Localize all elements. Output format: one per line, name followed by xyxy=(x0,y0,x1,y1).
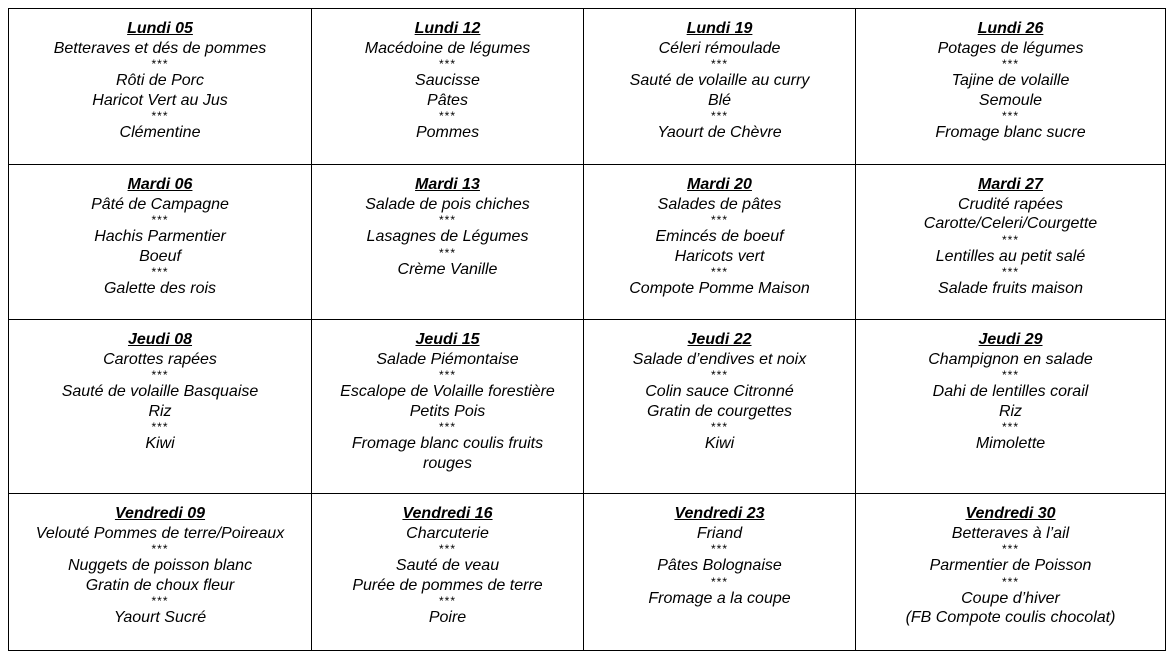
day-title: Mardi 27 xyxy=(978,176,1043,193)
day-title: Jeudi 29 xyxy=(978,331,1043,348)
day-cell xyxy=(856,494,1166,651)
dish-line: Sauté de volaille au curry xyxy=(629,72,810,90)
course-separator: *** xyxy=(151,368,169,383)
dish-line: Riz xyxy=(148,402,172,420)
day-cell xyxy=(9,320,312,494)
menu-row xyxy=(9,494,1166,651)
menu-table-body xyxy=(9,9,1166,651)
dish-line: Pâté de Campagne xyxy=(91,195,229,213)
day-title: Vendredi 09 xyxy=(114,505,206,522)
menu-row xyxy=(9,320,1166,494)
day-title: Mardi 06 xyxy=(127,176,193,193)
course-separator: *** xyxy=(1001,109,1019,124)
dish-line: Fromage blanc coulis fruits xyxy=(351,435,544,453)
dish-line: Betteraves et dés de pommes xyxy=(53,39,267,57)
dish-line: Salades de pâtes xyxy=(657,195,782,213)
course-separator: *** xyxy=(151,213,169,228)
dish-line: Tajine de volaille xyxy=(951,72,1070,90)
dish-line: Salade d’endives et noix xyxy=(632,350,807,368)
dish-line: Saucisse xyxy=(415,72,480,90)
day-title: Jeudi 22 xyxy=(687,331,752,348)
dish-line: Clémentine xyxy=(119,124,201,142)
day-title: Vendredi 16 xyxy=(402,505,493,522)
dish-line: Boeuf xyxy=(139,247,181,265)
dish-line: Crudité rapées xyxy=(958,195,1063,213)
dish-line: Blé xyxy=(707,91,732,109)
day-cell xyxy=(312,320,584,494)
menu-row xyxy=(9,165,1166,320)
dish-line: Yaourt de Chèvre xyxy=(657,124,782,142)
course-separator: *** xyxy=(438,57,456,72)
dish-line: Dahi de lentilles corail xyxy=(932,383,1089,401)
dish-line: Salade fruits maison xyxy=(938,280,1083,298)
dish-line: Haricot Vert au Jus xyxy=(92,91,228,109)
dish-line: Champignon en salade xyxy=(928,350,1093,368)
course-separator: *** xyxy=(710,265,728,280)
dish-line: Lasagnes de Légumes xyxy=(366,228,529,246)
course-separator: *** xyxy=(151,265,169,280)
dish-line: rouges xyxy=(423,454,472,472)
course-separator: *** xyxy=(438,213,456,228)
dish-line: Sauté de veau xyxy=(395,557,500,575)
day-title: Lundi 12 xyxy=(414,20,481,37)
course-separator: *** xyxy=(438,368,456,383)
dish-line: Galette des rois xyxy=(103,280,217,298)
day-cell xyxy=(312,165,584,320)
course-separator: *** xyxy=(1001,420,1019,435)
day-title: Mardi 13 xyxy=(415,176,480,193)
dish-line: Emincés de boeuf xyxy=(655,228,784,246)
dish-line: Mimolette xyxy=(975,435,1046,453)
dish-line: Lentilles au petit salé xyxy=(935,247,1086,265)
course-separator: *** xyxy=(1001,57,1019,72)
day-title: Jeudi 08 xyxy=(127,331,193,348)
day-cell xyxy=(856,320,1166,494)
day-cell xyxy=(312,9,584,165)
course-separator: *** xyxy=(710,57,728,72)
dish-line: Carottes rapées xyxy=(103,350,217,368)
dish-line: Escalope de Volaille forestière xyxy=(340,383,555,401)
day-cell xyxy=(312,494,584,651)
course-separator: *** xyxy=(1001,265,1019,280)
dish-line: Yaourt Sucré xyxy=(113,609,207,627)
course-separator: *** xyxy=(438,420,456,435)
dish-line: Pâtes Bolognaise xyxy=(657,557,782,575)
course-separator: *** xyxy=(1001,368,1019,383)
dish-line: Macédoine de légumes xyxy=(364,39,531,57)
dish-line: Salade Piémontaise xyxy=(376,350,519,368)
dish-line: Semoule xyxy=(978,91,1043,109)
dish-line: Kiwi xyxy=(145,435,175,453)
day-cell xyxy=(584,320,856,494)
dish-line: Poire xyxy=(428,609,467,627)
dish-line: Colin sauce Citronné xyxy=(645,383,794,401)
dish-line: Pâtes xyxy=(427,91,468,109)
course-separator: *** xyxy=(438,542,456,557)
dish-line: Gratin de choux fleur xyxy=(85,576,235,594)
menu-table xyxy=(8,8,1166,651)
dish-line: Céleri rémoulade xyxy=(658,39,781,57)
course-separator: *** xyxy=(1001,574,1019,589)
dish-line: Haricots vert xyxy=(674,247,765,265)
day-cell xyxy=(856,9,1166,165)
dish-line: Salade de pois chiches xyxy=(365,195,530,213)
dish-line: Charcuterie xyxy=(406,524,489,542)
dish-line: Carotte/Celeri/Courgette xyxy=(923,215,1098,233)
course-separator: *** xyxy=(710,368,728,383)
day-cell xyxy=(9,494,312,651)
day-title: Jeudi 15 xyxy=(415,331,480,348)
course-separator: *** xyxy=(151,109,169,124)
course-separator: *** xyxy=(1001,232,1019,247)
course-separator: *** xyxy=(438,109,456,124)
course-separator: *** xyxy=(710,420,728,435)
course-separator: *** xyxy=(710,574,728,589)
course-separator: *** xyxy=(151,420,169,435)
day-title: Lundi 19 xyxy=(686,20,753,37)
course-separator: *** xyxy=(438,594,456,609)
dish-line: Kiwi xyxy=(704,435,735,453)
course-separator: *** xyxy=(438,245,456,260)
dish-line: Petits Pois xyxy=(409,402,486,420)
day-cell xyxy=(9,165,312,320)
dish-line: Purée de pommes de terre xyxy=(352,576,543,594)
dish-line: Crème Vanille xyxy=(397,260,498,278)
dish-line: Fromage a la coupe xyxy=(648,589,791,607)
dish-line: Coupe d’hiver xyxy=(961,589,1060,607)
day-cell xyxy=(9,9,312,165)
course-separator: *** xyxy=(1001,542,1019,557)
dish-line: Compote Pomme Maison xyxy=(629,280,810,298)
day-cell xyxy=(584,9,856,165)
dish-line: Parmentier de Poisson xyxy=(929,557,1092,575)
day-cell xyxy=(584,494,856,651)
dish-line: Riz xyxy=(998,402,1023,420)
dish-line: Gratin de courgettes xyxy=(647,402,792,420)
menu-row xyxy=(9,9,1166,165)
day-title: Mardi 20 xyxy=(687,176,752,193)
dish-line: Friand xyxy=(696,524,743,542)
course-separator: *** xyxy=(710,213,728,228)
dish-line: Betteraves à l’ail xyxy=(951,524,1070,542)
dish-line: Pommes xyxy=(415,124,480,142)
day-cell xyxy=(856,165,1166,320)
dish-line: Sauté de volaille Basquaise xyxy=(61,383,259,401)
course-separator: *** xyxy=(151,57,169,72)
course-separator: *** xyxy=(710,542,728,557)
course-separator: *** xyxy=(151,542,169,557)
day-title: Vendredi 30 xyxy=(965,505,1056,522)
dish-line: Velouté Pommes de terre/Poireaux xyxy=(35,524,285,542)
course-separator: *** xyxy=(151,594,169,609)
course-separator: *** xyxy=(710,109,728,124)
day-title: Lundi 05 xyxy=(127,20,193,37)
dish-line: Fromage blanc sucre xyxy=(935,124,1086,142)
dish-line: Rôti de Porc xyxy=(115,72,205,90)
dish-line: Nuggets de poisson blanc xyxy=(67,557,253,575)
dish-line: Potages de légumes xyxy=(937,39,1084,57)
dish-line: Hachis Parmentier xyxy=(94,228,226,246)
day-title: Vendredi 23 xyxy=(674,505,765,522)
day-cell xyxy=(584,165,856,320)
day-title: Lundi 26 xyxy=(977,20,1044,37)
dish-line: (FB Compote coulis chocolat) xyxy=(905,609,1116,627)
